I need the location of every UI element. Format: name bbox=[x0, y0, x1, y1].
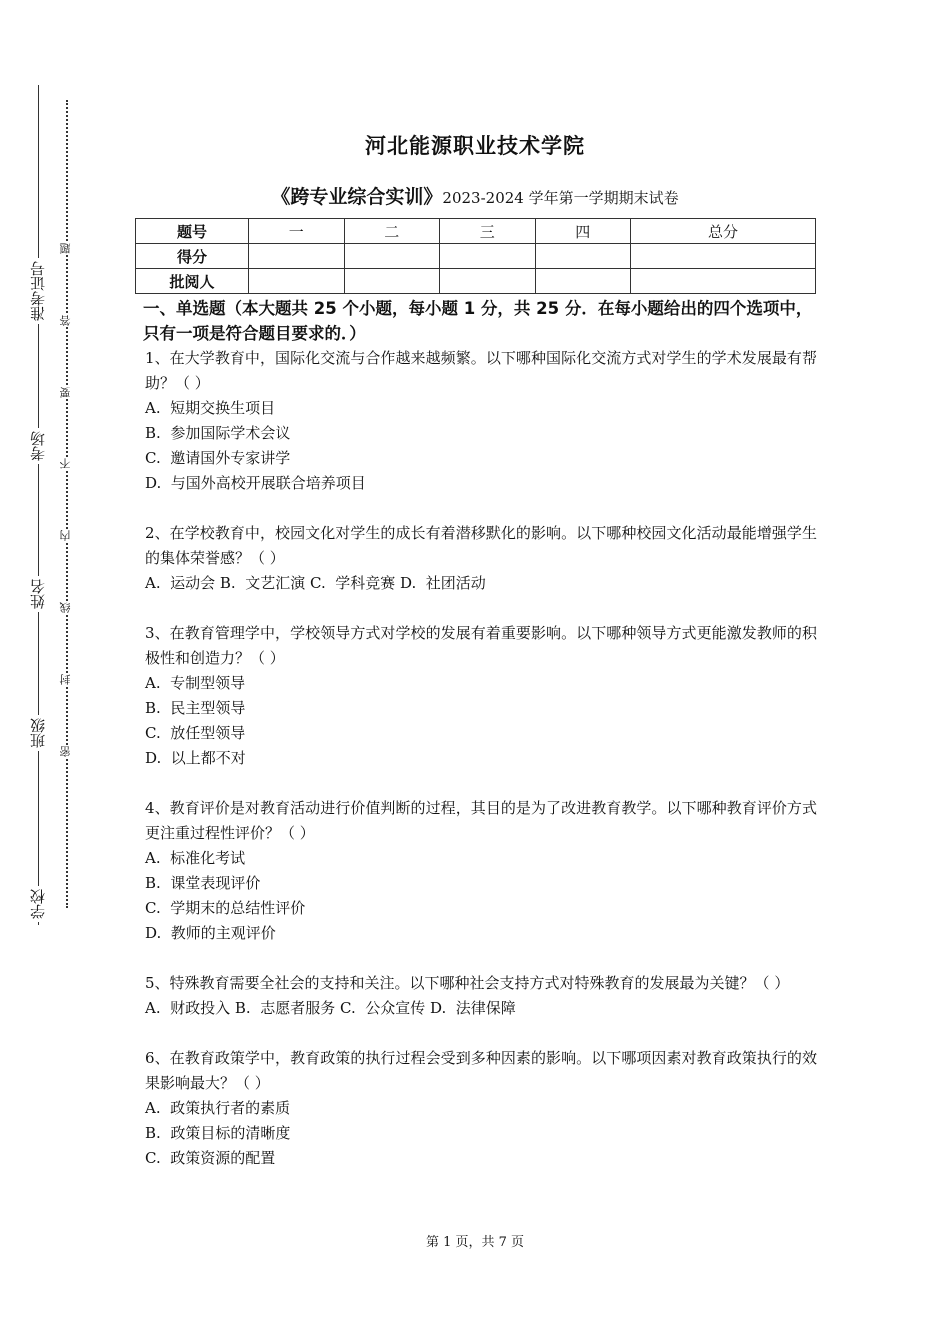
question-item bbox=[145, 521, 817, 596]
score-table-header-row bbox=[136, 219, 816, 244]
score-header-cell: 一 bbox=[249, 219, 345, 244]
question-stem: 2、在学校教育中，校园文化对学生的成长有着潜移默化的影响。以下哪种校园文化活动最能增强学生的集体荣誉感？（ ） bbox=[145, 524, 817, 567]
question-item bbox=[145, 621, 817, 771]
term-title: 2023-2024 学年第一学期期末试卷 bbox=[442, 189, 679, 207]
question-option: B. 政策目标的清晰度 bbox=[145, 1124, 291, 1142]
question-option: A. 政策执行者的素质 bbox=[145, 1099, 291, 1117]
question-option: C. 邀请国外专家讲学 bbox=[145, 449, 291, 467]
score-header-cell: 题号 bbox=[136, 219, 249, 244]
binding-field-exam-number: 准考证号 bbox=[20, 258, 56, 324]
exam-title bbox=[0, 182, 950, 209]
question-option: C. 放任型领导 bbox=[145, 724, 246, 742]
score-cell bbox=[249, 244, 345, 269]
seal-char: 题 bbox=[58, 243, 76, 254]
score-cell bbox=[344, 269, 440, 294]
question-option: C. 学期末的总结性评价 bbox=[145, 899, 306, 917]
seal-char: 线 bbox=[58, 602, 76, 613]
seal-char: 要 bbox=[58, 387, 76, 398]
seal-char: 内 bbox=[58, 530, 76, 541]
question-stem: 4、教育评价是对教育活动进行价值判断的过程，其目的是为了改进教育教学。以下哪种教育评价方式更注重过程性评价？（ ） bbox=[145, 799, 817, 842]
question-option: B. 课堂表现评价 bbox=[145, 874, 261, 892]
question-option: D. 以上都不对 bbox=[145, 749, 246, 767]
section-heading: 一、单选题（本大题共 25 个小题，每小题 1 分，共 25 分．在每小题给出的四个选项中，只有一项是符合题目要求的．） bbox=[143, 299, 813, 343]
page-footer: 第 1 页，共 7 页 bbox=[425, 1235, 525, 1250]
question-stem: 6、在教育政策学中，教育政策的执行过程会受到多种因素的影响。以下哪项因素对教育政策执行的效果影响最大？（ ） bbox=[145, 1049, 817, 1092]
question-option: A. 财政投入 B. 志愿者服务 C. 公众宣传 D. 法律保障 bbox=[145, 999, 516, 1017]
score-table bbox=[135, 218, 816, 294]
binding-field-name: 姓名 bbox=[20, 576, 56, 612]
question-option: D. 教师的主观评价 bbox=[145, 924, 276, 942]
question-option: A. 标准化考试 bbox=[145, 849, 246, 867]
question-option: C. 政策资源的配置 bbox=[145, 1149, 276, 1167]
question-list bbox=[145, 346, 817, 1171]
binding-field-exam-room: 考场 bbox=[20, 428, 56, 464]
school-title: 河北能源职业技术学院 bbox=[365, 134, 585, 158]
question-option: A. 专制型领导 bbox=[145, 674, 246, 692]
seal-char: 不 bbox=[58, 458, 76, 469]
score-cell bbox=[631, 244, 816, 269]
exam-content bbox=[145, 296, 817, 1171]
score-cell bbox=[344, 244, 440, 269]
score-header-cell: 总分 bbox=[631, 219, 816, 244]
score-cell bbox=[535, 269, 631, 294]
question-option: D. 与国外高校开展联合培养项目 bbox=[145, 474, 366, 492]
question-option: B. 参加国际学术会议 bbox=[145, 424, 291, 442]
question-option: A. 短期交换生项目 bbox=[145, 399, 276, 417]
score-row-label: 得分 bbox=[136, 244, 249, 269]
question-stem: 1、在大学教育中，国际化交流与合作越来越频繁。以下哪种国际化交流方式对学生的学术发展最有帮助？（ ） bbox=[145, 349, 817, 392]
score-cell bbox=[249, 269, 345, 294]
score-cell bbox=[631, 269, 816, 294]
binding-field-class: 班级 bbox=[20, 715, 56, 751]
score-row-label: 批阅人 bbox=[136, 269, 249, 294]
question-item bbox=[145, 971, 817, 1021]
question-stem: 3、在教育管理学中，学校领导方式对学校的发展有着重要影响。以下哪种领导方式更能激发教师的积极性和创造力？（ ） bbox=[145, 624, 817, 667]
question-option: B. 民主型领导 bbox=[145, 699, 246, 717]
question-stem: 5、特殊教育需要全社会的支持和关注。以下哪种社会支持方式对特殊教育的发展最为关键？（ ） bbox=[145, 974, 790, 992]
seal-char: 答 bbox=[58, 315, 76, 326]
score-header-cell: 二 bbox=[344, 219, 440, 244]
score-header-cell: 四 bbox=[535, 219, 631, 244]
score-table-row bbox=[136, 269, 816, 294]
score-cell bbox=[440, 269, 536, 294]
seal-char: 封 bbox=[58, 674, 76, 685]
course-title: 《跨专业综合实训》 bbox=[271, 186, 443, 208]
question-item bbox=[145, 796, 817, 946]
question-item bbox=[145, 1046, 817, 1171]
question-option: A. 运动会 B. 文艺汇演 C. 学科竞赛 D. 社团活动 bbox=[145, 574, 486, 592]
score-table-row bbox=[136, 244, 816, 269]
score-cell bbox=[535, 244, 631, 269]
score-cell bbox=[440, 244, 536, 269]
question-item bbox=[145, 346, 817, 496]
score-header-cell: 三 bbox=[440, 219, 536, 244]
binding-field-school: 学校 bbox=[20, 886, 56, 922]
seal-char: 密 bbox=[58, 746, 76, 757]
